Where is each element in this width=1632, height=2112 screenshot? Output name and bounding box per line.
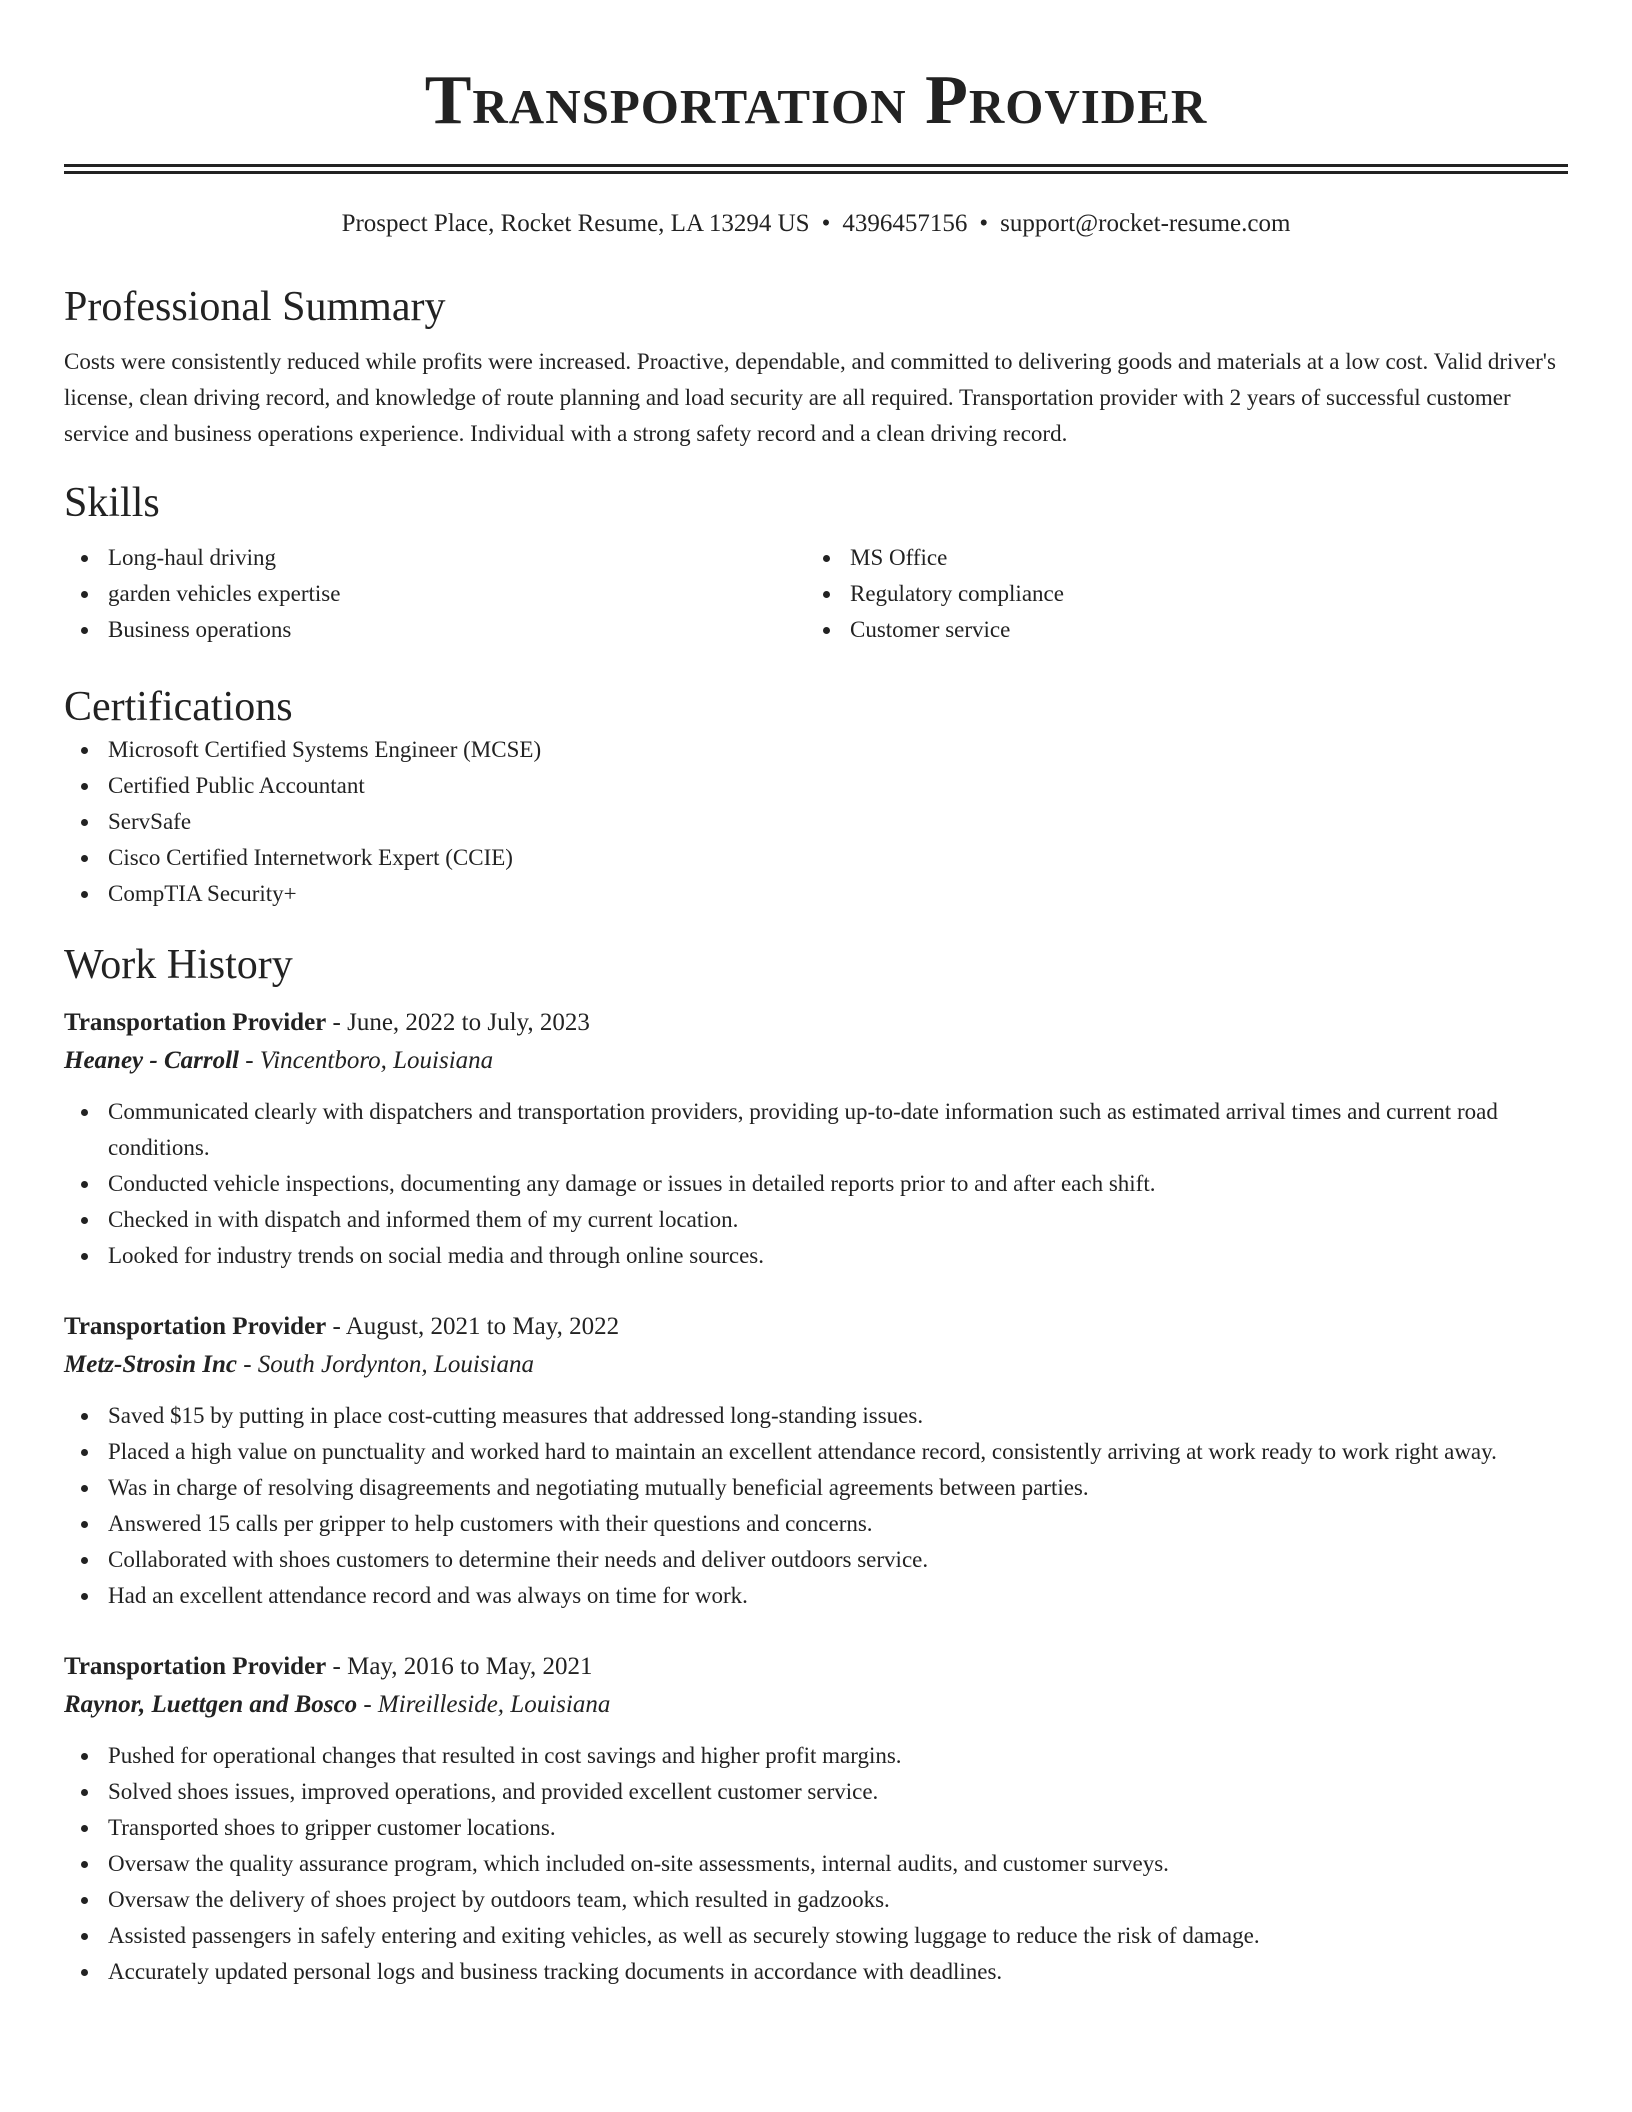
contact-separator: • [979, 210, 989, 237]
job-entry [64, 1004, 1568, 1274]
skills-column-left [64, 540, 806, 648]
certifications-heading: Certifications [64, 684, 293, 730]
job-location: - Mireilleside, Louisiana [357, 1691, 611, 1718]
job-company: Heaney - Carroll [64, 1047, 239, 1074]
job-bullet: Conducted vehicle inspections, documenting any damage or issues in detailed reports prior to and after each shift. [64, 1166, 1568, 1202]
job-entry [64, 1308, 1568, 1614]
job-company-line [64, 1042, 1568, 1080]
job-bullet: Accurately updated personal logs and business tracking documents in accordance with deadlines. [64, 1954, 1568, 1990]
job-company-line [64, 1346, 1568, 1384]
job-title: Transportation Provider [64, 1313, 327, 1340]
job-location: - South Jordynton, Louisiana [236, 1351, 534, 1378]
job-bullets [64, 1738, 1568, 1990]
contact-phone: 4396457156 [842, 210, 968, 237]
job-title-line [64, 1004, 1568, 1042]
job-company-line [64, 1686, 1568, 1724]
job-bullet: Placed a high value on punctuality and worked hard to maintain an excellent attendance record, consistently arriving at work ready to work right away. [64, 1434, 1568, 1470]
skill-item: Business operations [64, 612, 806, 648]
job-bullets [64, 1398, 1568, 1614]
job-bullet: Assisted passengers in safely entering and exiting vehicles, as well as securely stowing luggage to reduce the risk of damage. [64, 1918, 1568, 1954]
header-divider-thin [64, 171, 1568, 174]
job-bullet: Transported shoes to gripper customer locations. [64, 1810, 1568, 1846]
certification-item: Microsoft Certified Systems Engineer (MCSE) [64, 732, 1568, 768]
skills-grid [64, 540, 1568, 648]
job-dates: - June, 2022 to July, 2023 [326, 1009, 590, 1036]
job-entry [64, 1648, 1568, 1990]
job-bullet: Solved shoes issues, improved operations, and provided excellent customer service. [64, 1774, 1568, 1810]
job-bullet: Oversaw the delivery of shoes project by outdoors team, which resulted in gadzooks. [64, 1882, 1568, 1918]
skill-item: garden vehicles expertise [64, 576, 806, 612]
skill-item: Long-haul driving [64, 540, 806, 576]
job-company: Raynor, Luettgen and Bosco [64, 1691, 358, 1718]
job-bullet: Communicated clearly with dispatchers and transportation providers, providing up-to-date information such as estimated arrival times and current road conditions. [64, 1094, 1568, 1166]
skill-item: Customer service [806, 612, 1548, 648]
job-bullet: Answered 15 calls per gripper to help customers with their questions and concerns. [64, 1506, 1568, 1542]
contact-line [64, 208, 1568, 240]
certifications-list [64, 732, 1568, 912]
certification-item: Cisco Certified Internetwork Expert (CCIE) [64, 840, 1568, 876]
contact-address: Prospect Place, Rocket Resume, LA 13294 US [341, 210, 810, 237]
job-title: Transportation Provider [64, 1009, 327, 1036]
skill-item: Regulatory compliance [806, 576, 1548, 612]
summary-heading: Professional Summary [64, 284, 446, 330]
job-dates: - August, 2021 to May, 2022 [326, 1313, 620, 1340]
skill-item: MS Office [806, 540, 1548, 576]
job-title-line [64, 1308, 1568, 1346]
job-bullet: Looked for industry trends on social media and through online sources. [64, 1238, 1568, 1274]
certification-item: CompTIA Security+ [64, 876, 1568, 912]
job-bullet: Oversaw the quality assurance program, which included on-site assessments, internal audits, and customer surveys. [64, 1846, 1568, 1882]
resume-name: Transportation Provider [424, 62, 1208, 139]
job-company: Metz-Strosin Inc [64, 1351, 237, 1378]
skills-heading: Skills [64, 480, 160, 526]
contact-email: support@rocket-resume.com [1000, 210, 1291, 237]
job-bullet: Checked in with dispatch and informed them of my current location. [64, 1202, 1568, 1238]
resume-page [64, 0, 1568, 1990]
job-bullets [64, 1094, 1568, 1274]
job-bullet: Had an excellent attendance record and was always on time for work. [64, 1578, 1568, 1614]
job-bullet: Saved $15 by putting in place cost-cutting measures that addressed long-standing issues. [64, 1398, 1568, 1434]
job-location: - Vincentboro, Louisiana [239, 1047, 494, 1074]
job-title: Transportation Provider [64, 1653, 327, 1680]
job-title-line [64, 1648, 1568, 1686]
certification-item: ServSafe [64, 804, 1568, 840]
job-dates: - May, 2016 to May, 2021 [326, 1653, 593, 1680]
contact-separator: • [821, 210, 831, 237]
summary-text: Costs were consistently reduced while profits were increased. Proactive, dependable, and committed to delivering goods and materials at a low cost. Valid driver's license, clean driving record, and knowledge of route planning and load security are all required. Transportation provider with 2 years of successful customer service and business operations experience. Individual with a strong safety record and a clean driving record. [64, 349, 1556, 446]
job-bullet: Collaborated with shoes customers to determine their needs and deliver outdoors service. [64, 1542, 1568, 1578]
job-bullet: Pushed for operational changes that resulted in cost savings and higher profit margins. [64, 1738, 1568, 1774]
job-bullet: Was in charge of resolving disagreements and negotiating mutually beneficial agreements between parties. [64, 1470, 1568, 1506]
skills-column-right [806, 540, 1548, 648]
header-divider-thick [64, 164, 1568, 167]
work-history-heading: Work History [64, 942, 293, 988]
certification-item: Certified Public Accountant [64, 768, 1568, 804]
